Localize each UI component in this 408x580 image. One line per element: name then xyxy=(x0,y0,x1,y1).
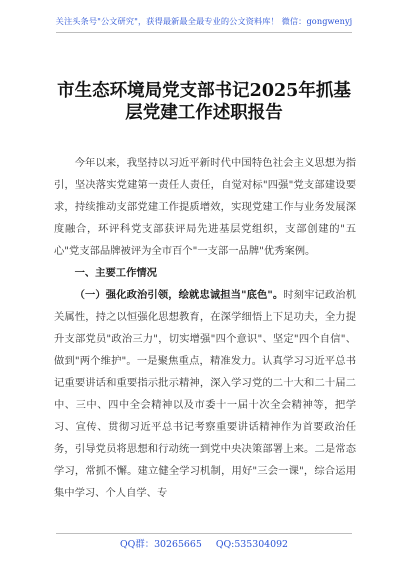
intro-paragraph: 今年以来，我坚持以习近平新时代中国特色社会主义思想为指引，坚决落实党建第一责任人责任，自觉对标"四强"党支部建设要求，持续推动支部党建工作提质增效，实现党建工作与业务发展深度融合，环评科党支部获评局先进基层党组织，支部创建的"五心"党支部品牌被评为全市百个"一支部一品牌"优秀案例。 xyxy=(54,157,356,257)
document-title xyxy=(0,80,408,124)
header-divider xyxy=(56,32,352,33)
subsection-body: 时刻牢记政治机关属性，持之以恒强化思想教育，在深学细悟上下足功夫，全力提升支部党员"政治三力"，切实增强"四个意识"、坚定"四个自信"、做到"两个维护"。一是聚焦重点，精准发力。认真学习习近平总书记重要讲话和重要指示批示精神，深入学习党的二十大和二十届二中、三中、四中全会精神以及市委十一届十次全会精神等，把学习、宣传、贯彻习近平总书记考察重要讲话精神作为首要政治任务，引导党员将思想和行动统一到党中央决策部署上来。二是常态学习，常抓不懈。建立健全学习机制，用好"三会一课"，综合运用集中学习、个人自学、专 xyxy=(54,289,356,499)
header-banner: 关注头条号"公文研究"，获得最新最全最专业的公文资料库！ 微信：gongwenyj xyxy=(55,16,353,26)
footer-contact xyxy=(0,536,408,550)
footer-qq-number: QQ:535304092 xyxy=(215,539,289,550)
footer-divider xyxy=(56,533,352,534)
subsection-paragraph xyxy=(54,284,356,504)
document-body xyxy=(54,152,356,504)
subsection-heading: （一）强化政治引领，绘就忠诚担当"底色"。 xyxy=(74,289,284,301)
title-line-1: 市生态环境局党支部书记2025年抓基 xyxy=(57,81,351,101)
title-line-2: 层党建工作述职报告 xyxy=(125,103,283,123)
footer-qq-group: QQ群：30265665 xyxy=(119,539,202,550)
section-heading: 一、主要工作情况 xyxy=(74,267,157,279)
